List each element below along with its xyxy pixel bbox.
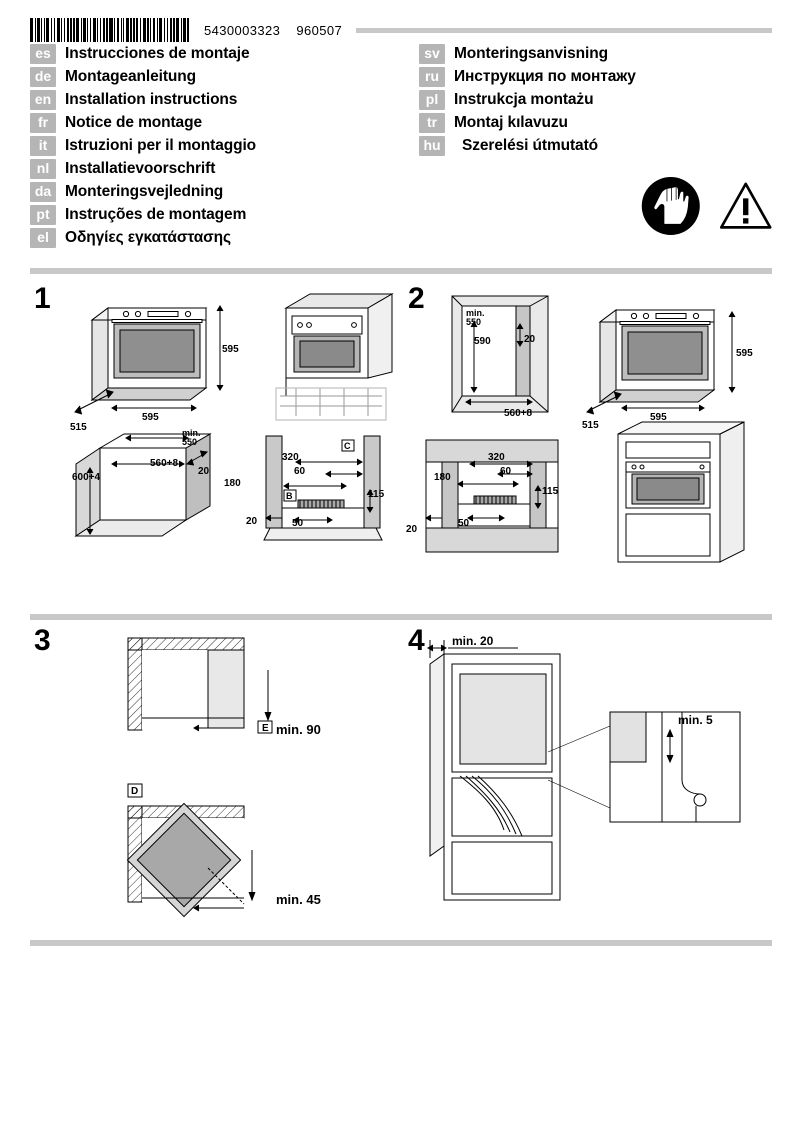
dim-min90: min. 90 [276,722,321,737]
language-item [30,90,401,113]
language-title: Szerelési útmutató [462,137,599,154]
language-title: Инструкция по монтажу [454,68,636,85]
dim2-560: 560+8 [504,408,533,419]
tag-b: B [286,491,293,501]
dim2-min: min. [466,308,485,318]
language-code: es [30,44,56,64]
dim2-60: 60 [500,466,512,477]
tag-d: D [131,786,139,797]
header-rule [356,28,772,33]
language-title: Monteringsvejledning [65,183,224,200]
language-item [419,67,772,90]
language-title: Notice de montage [65,114,202,131]
tag-e: E [262,723,269,734]
language-code: hu [419,136,445,156]
language-code: en [30,90,56,110]
language-title: Montageanleitung [65,68,197,85]
language-item [30,159,401,182]
figure-number-4: 4 [408,624,425,657]
dim2-515: 515 [582,420,599,431]
language-code: tr [419,113,445,133]
dim-595-right: 595 [222,344,239,355]
barcode-number: 5430003323 [204,22,281,38]
language-item [30,67,401,90]
language-code: nl [30,159,56,179]
language-title: Installation instructions [65,91,238,108]
dim-180: 180 [224,478,241,489]
document-number: 960507 [296,22,343,38]
dim2-595b: 595 [650,412,667,423]
dim2-180: 180 [434,472,451,483]
figure-4-drawing [400,630,772,930]
language-item [30,44,401,67]
section-divider [30,940,772,946]
tag-c: C [344,441,351,451]
language-code: el [30,228,56,248]
language-title: Instrucciones de montaje [65,45,250,62]
language-code: fr [30,113,56,133]
dim-600: 600+4 [72,472,101,483]
language-title: Installatievoorschrift [65,160,216,177]
dim-550: 550 [182,437,198,447]
dim-595-bottom: 595 [142,412,159,423]
language-title: Monteringsanvisning [454,45,608,62]
language-item [419,90,772,113]
protective-gloves-icon [641,167,701,245]
dim-320: 320 [282,452,299,463]
language-item [30,136,401,159]
dim2-550: 550 [466,317,482,327]
dim-50: 50 [292,518,304,529]
language-title: Instruções de montagem [65,206,247,223]
language-code: da [30,182,56,202]
language-title: Istruzioni per il montaggio [65,137,257,154]
dim-min: min. [182,428,201,438]
language-item [30,182,401,205]
dim-min5: min. 5 [678,713,713,727]
warning-triangle-icon [719,172,772,240]
dim2-115: 115 [542,486,559,497]
dim2-320: 320 [488,452,505,463]
language-code: pt [30,205,56,225]
language-code: de [30,67,56,87]
figure-2-drawing [400,284,772,614]
dim-115: 115 [368,489,385,500]
header [30,0,772,38]
language-title: Montaj kılavuzu [454,114,568,131]
language-item [30,205,401,228]
dim-min20: min. 20 [452,634,494,648]
figure-number-3: 3 [34,624,51,657]
figure-number-1: 1 [34,282,51,315]
dim-min45: min. 45 [276,892,321,907]
dim2-595r: 595 [736,348,753,359]
language-column-right [401,44,772,251]
figure-3-drawing [30,630,402,930]
figure-number-2: 2 [408,282,425,315]
language-code: sv [419,44,445,64]
language-code: pl [419,90,445,110]
language-title: Οδηγίες εγκατάστασης [65,229,231,246]
dim-20: 20 [198,466,210,477]
language-code: ru [419,67,445,87]
safety-icons [641,167,772,245]
barcode-icon [30,18,190,42]
dim2-50: 50 [458,518,470,529]
figure-row-1 [30,284,772,614]
dim2-20: 20 [524,334,536,345]
language-title: Instrukcja montażu [454,91,594,108]
language-item [30,228,401,251]
language-column-left [30,44,401,251]
dim-515: 515 [70,422,87,433]
dim2-590: 590 [474,336,491,347]
language-item [419,136,772,159]
language-item [30,113,401,136]
language-item [419,113,772,136]
language-code: it [30,136,56,156]
wall-hatch [128,638,244,650]
dim-560: 560+8 [150,458,179,469]
language-item [419,44,772,67]
figure-row-2 [30,624,772,930]
dim-20b: 20 [246,516,258,527]
section-divider [30,614,772,620]
section-divider [30,268,772,274]
dim-60: 60 [294,466,306,477]
dim2-20b: 20 [406,524,418,535]
figure-1-drawing [30,284,402,614]
language-list [30,44,772,251]
